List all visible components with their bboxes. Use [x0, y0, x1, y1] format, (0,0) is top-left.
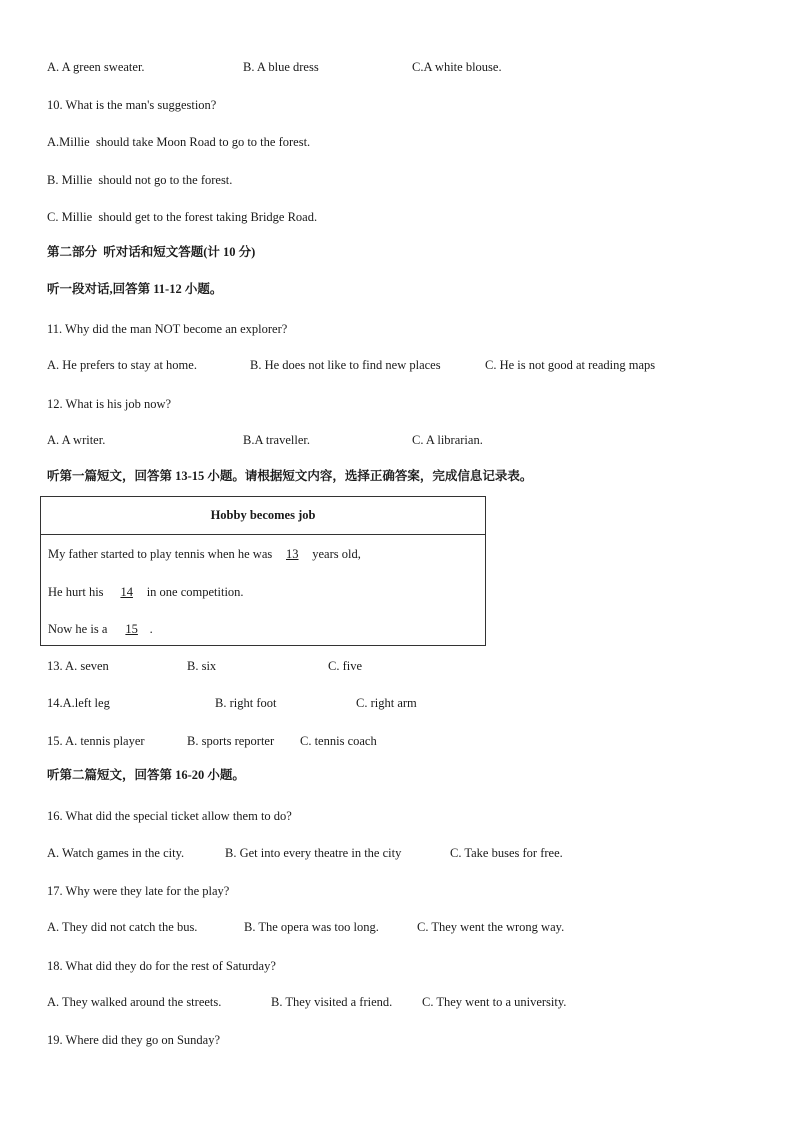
q14-option-c: C. right arm [356, 696, 417, 710]
q10-option-b: B. Millie should not go to the forest. [47, 173, 233, 187]
q18-option-b: B. They visited a friend. [271, 995, 393, 1009]
q12-option-b: B.A traveller. [243, 433, 310, 447]
q19-question: 19. Where did they go on Sunday? [47, 1033, 220, 1047]
q12-option-c: C. A librarian. [412, 433, 483, 447]
row3-text-after: . [149, 622, 153, 636]
table-row-3 [48, 622, 153, 637]
q11-option-b: B. He does not like to find new places [250, 358, 441, 372]
q11-option-c: C. He is not good at reading maps [485, 358, 656, 372]
q15-option-c: C. tennis coach [300, 734, 377, 748]
q10-question: 10. What is the man's suggestion? [47, 98, 217, 112]
q18-question: 18. What did they do for the rest of Saturday? [47, 959, 276, 973]
q18-option-c: C. They went to a university. [422, 995, 567, 1009]
passage1-instruction: 听第一篇短文，回答第 13-15 小题。请根据短文内容，选择正确答案，完成信息记录表。 [47, 469, 533, 483]
table-row-1 [48, 547, 361, 562]
q10-option-a: A.Millie should take Moon Road to go to the forest. [47, 135, 311, 149]
q13-option-a: 13. A. seven [47, 659, 109, 673]
row1-text-before: My father started to play tennis when he was [48, 547, 273, 561]
part2-heading: 第二部分 听对话和短文答题(计 10 分) [47, 245, 256, 259]
q12-option-a: A. A writer. [47, 433, 106, 447]
q16-option-c: C. Take buses for free. [450, 846, 563, 860]
blank-13: 13 [286, 547, 299, 561]
q16-option-a: A. Watch games in the city. [47, 846, 185, 860]
q9-option-a: A. A green sweater. [47, 60, 145, 74]
row1-text-after: years old, [312, 547, 361, 561]
q14-option-a: 14.A.left leg [47, 696, 110, 710]
q14-option-b: B. right foot [215, 696, 277, 710]
q13-option-c: C. five [328, 659, 363, 673]
q11-option-a: A. He prefers to stay at home. [47, 358, 197, 372]
q13-option-b: B. six [187, 659, 217, 673]
table-row-2 [48, 585, 244, 600]
q11-question: 11. Why did the man NOT become an explorer? [47, 322, 288, 336]
q16-question: 16. What did the special ticket allow them to do? [47, 809, 292, 823]
q15-option-a: 15. A. tennis player [47, 734, 145, 748]
blank-15: 15 [125, 622, 138, 636]
row2-text-after: in one competition. [146, 585, 244, 599]
q9-option-c: C.A white blouse. [412, 60, 502, 74]
passage2-instruction: 听第二篇短文，回答第 16-20 小题。 [47, 768, 245, 782]
q12-question: 12. What is his job now? [47, 397, 172, 411]
table-title: Hobby becomes job [210, 508, 316, 522]
q17-question: 17. Why were they late for the play? [47, 884, 230, 898]
blank-14: 14 [120, 585, 133, 599]
q18-option-a: A. They walked around the streets. [47, 995, 222, 1009]
q16-option-b: B. Get into every theatre in the city [225, 846, 402, 860]
q17-option-c: C. They went the wrong way. [417, 920, 565, 934]
row3-text-before: Now he is a [48, 622, 114, 636]
q17-option-b: B. The opera was too long. [244, 920, 379, 934]
table-header [41, 497, 485, 535]
q9-option-b: B. A blue dress [243, 60, 319, 74]
q15-option-b: B. sports reporter [187, 734, 275, 748]
info-record-table [40, 496, 486, 646]
q17-option-a: A. They did not catch the bus. [47, 920, 198, 934]
q10-option-c: C. Millie should get to the forest taking Bridge Road. [47, 210, 318, 224]
row2-text-before: He hurt his [48, 585, 107, 599]
dialogue-instruction: 听一段对话,回答第 11-12 小题。 [47, 282, 223, 296]
